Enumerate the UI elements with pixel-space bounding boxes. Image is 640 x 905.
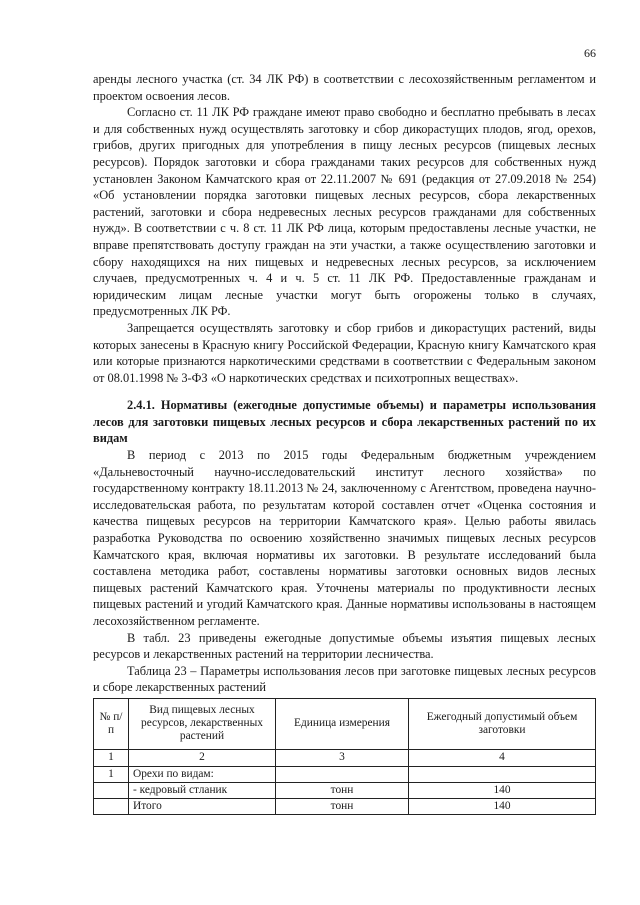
row-unit: тонн bbox=[276, 782, 409, 798]
row-resource-name: Итого bbox=[129, 798, 276, 814]
row-volume: 140 bbox=[409, 798, 596, 814]
row-unit: тонн bbox=[276, 798, 409, 814]
paragraph-research: В период с 2013 по 2015 годы Федеральным бюджетным учреждением «Дальневосточный научно-исследовательский институт лесного хозяйства» по государственному контракту 18.11.2013 № 24, заключенному с Агентством, проведена научно-исследовательская работа, по результатам которой составлен отчет «Оценка состояния и качества пищевых ресурсов на территории Камчатского края». Целью работы явилась разработка Руководства по освоению хозяйственно значимых пищевых лесных ресурсов Камчатского края, включая нормативы их заготовки. В результате исследований была составлена методика работ, составлены нормативы заготовки основных видов лесных пищевых растений Камчатского края. Уточнены материалы по продуктивности лесных пищевых растений и угодий Камчатского края. Данные нормативы использованы в настоящем лесохозяйственном регламенте. bbox=[93, 448, 596, 628]
row-unit bbox=[276, 766, 409, 782]
header-number: № п/п bbox=[94, 698, 129, 749]
row-number bbox=[94, 798, 129, 814]
header-resource-type: Вид пищевых лесных ресурсов, лекарственных растений bbox=[129, 698, 276, 749]
column-number: 2 bbox=[129, 749, 276, 766]
paragraph-prohibition: Запрещается осуществлять заготовку и сбор грибов и дикорастущих растений, виды которых занесены в Красную книгу Российской Федерации, Красную книгу Камчатского края или которые признаются наркотическими средствами в соответствии с Федеральным законом от 08.01.1998 № 3-ФЗ «О наркотических средствах и психотропных веществах». bbox=[93, 320, 596, 385]
row-resource-name: - кедровый стланик bbox=[129, 782, 276, 798]
table-caption: Таблица 23 – Параметры использования лесов при заготовке пищевых лесных ресурсов и сборе лекарственных растений bbox=[93, 663, 596, 695]
row-resource-name: Орехи по видам: bbox=[129, 766, 276, 782]
paragraph-citizens-rights: Согласно ст. 11 ЛК РФ граждане имеют право свободно и бесплатно пребывать в лесах и для собственных нужд осуществлять заготовку и сбор дикорастущих плодов, ягод, орехов, грибов, других пригодных для употребления в пищу лесных ресурсов (пищевых лесных ресурсов). Порядок заготовки и сбора гражданами таких ресурсов для собственных нужд установлен Законом Камчатского края от 22.11.2007 № 691 (редакция от 27.09.2018 № 254) «Об установлении порядка заготовки пищевых лесных ресурсов, сбора лекарственных растений, заготовки и сбора недревесных лесных ресурсов гражданами для собственных нужд». В соответствии с ч. 8 ст. 11 ЛК РФ лица, которым предоставлены лесные участки, не вправе препятствовать доступу граждан на эти участки, а также осуществлению заготовки и сбору находящихся на них пищевых и недревесных лесных ресурсов, за исключением случаев, предусмотренных ч. 4 и ч. 5 ст. 11 ЛК РФ. Предоставленные гражданам и юридическим лицам лесные участки могут быть огорожены только в случаях, предусмотренных ЛК РФ. bbox=[93, 105, 596, 319]
table-row bbox=[94, 798, 596, 814]
table-row bbox=[94, 766, 596, 782]
header-unit: Единица измерения bbox=[276, 698, 409, 749]
section-heading: 2.4.1. Нормативы (ежегодные допустимые объемы) и параметры использования лесов для заготовки пищевых лесных ресурсов и сбора лекарственных растений по их видам bbox=[93, 398, 596, 446]
table-row bbox=[94, 782, 596, 798]
document-body bbox=[93, 71, 596, 815]
column-number: 4 bbox=[409, 749, 596, 766]
norms-table bbox=[93, 698, 596, 815]
row-volume: 140 bbox=[409, 782, 596, 798]
column-number: 1 bbox=[94, 749, 129, 766]
paragraph-lease: аренды лесного участка (ст. 34 ЛК РФ) в соответствии с лесохозяйственным регламентом и проектом освоения лесов. bbox=[93, 72, 596, 103]
row-volume bbox=[409, 766, 596, 782]
row-number bbox=[94, 782, 129, 798]
paragraph-table-intro: В табл. 23 приведены ежегодные допустимые объемы изъятия пищевых лесных ресурсов и лекарственных растений на территории лесничества. bbox=[93, 630, 596, 662]
page-number: 66 bbox=[584, 46, 596, 60]
column-numbers-row bbox=[94, 749, 596, 766]
column-number: 3 bbox=[276, 749, 409, 766]
row-number: 1 bbox=[94, 766, 129, 782]
header-annual-volume: Ежегодный допустимый объем заготовки bbox=[409, 698, 596, 749]
table-header-row bbox=[94, 698, 596, 749]
